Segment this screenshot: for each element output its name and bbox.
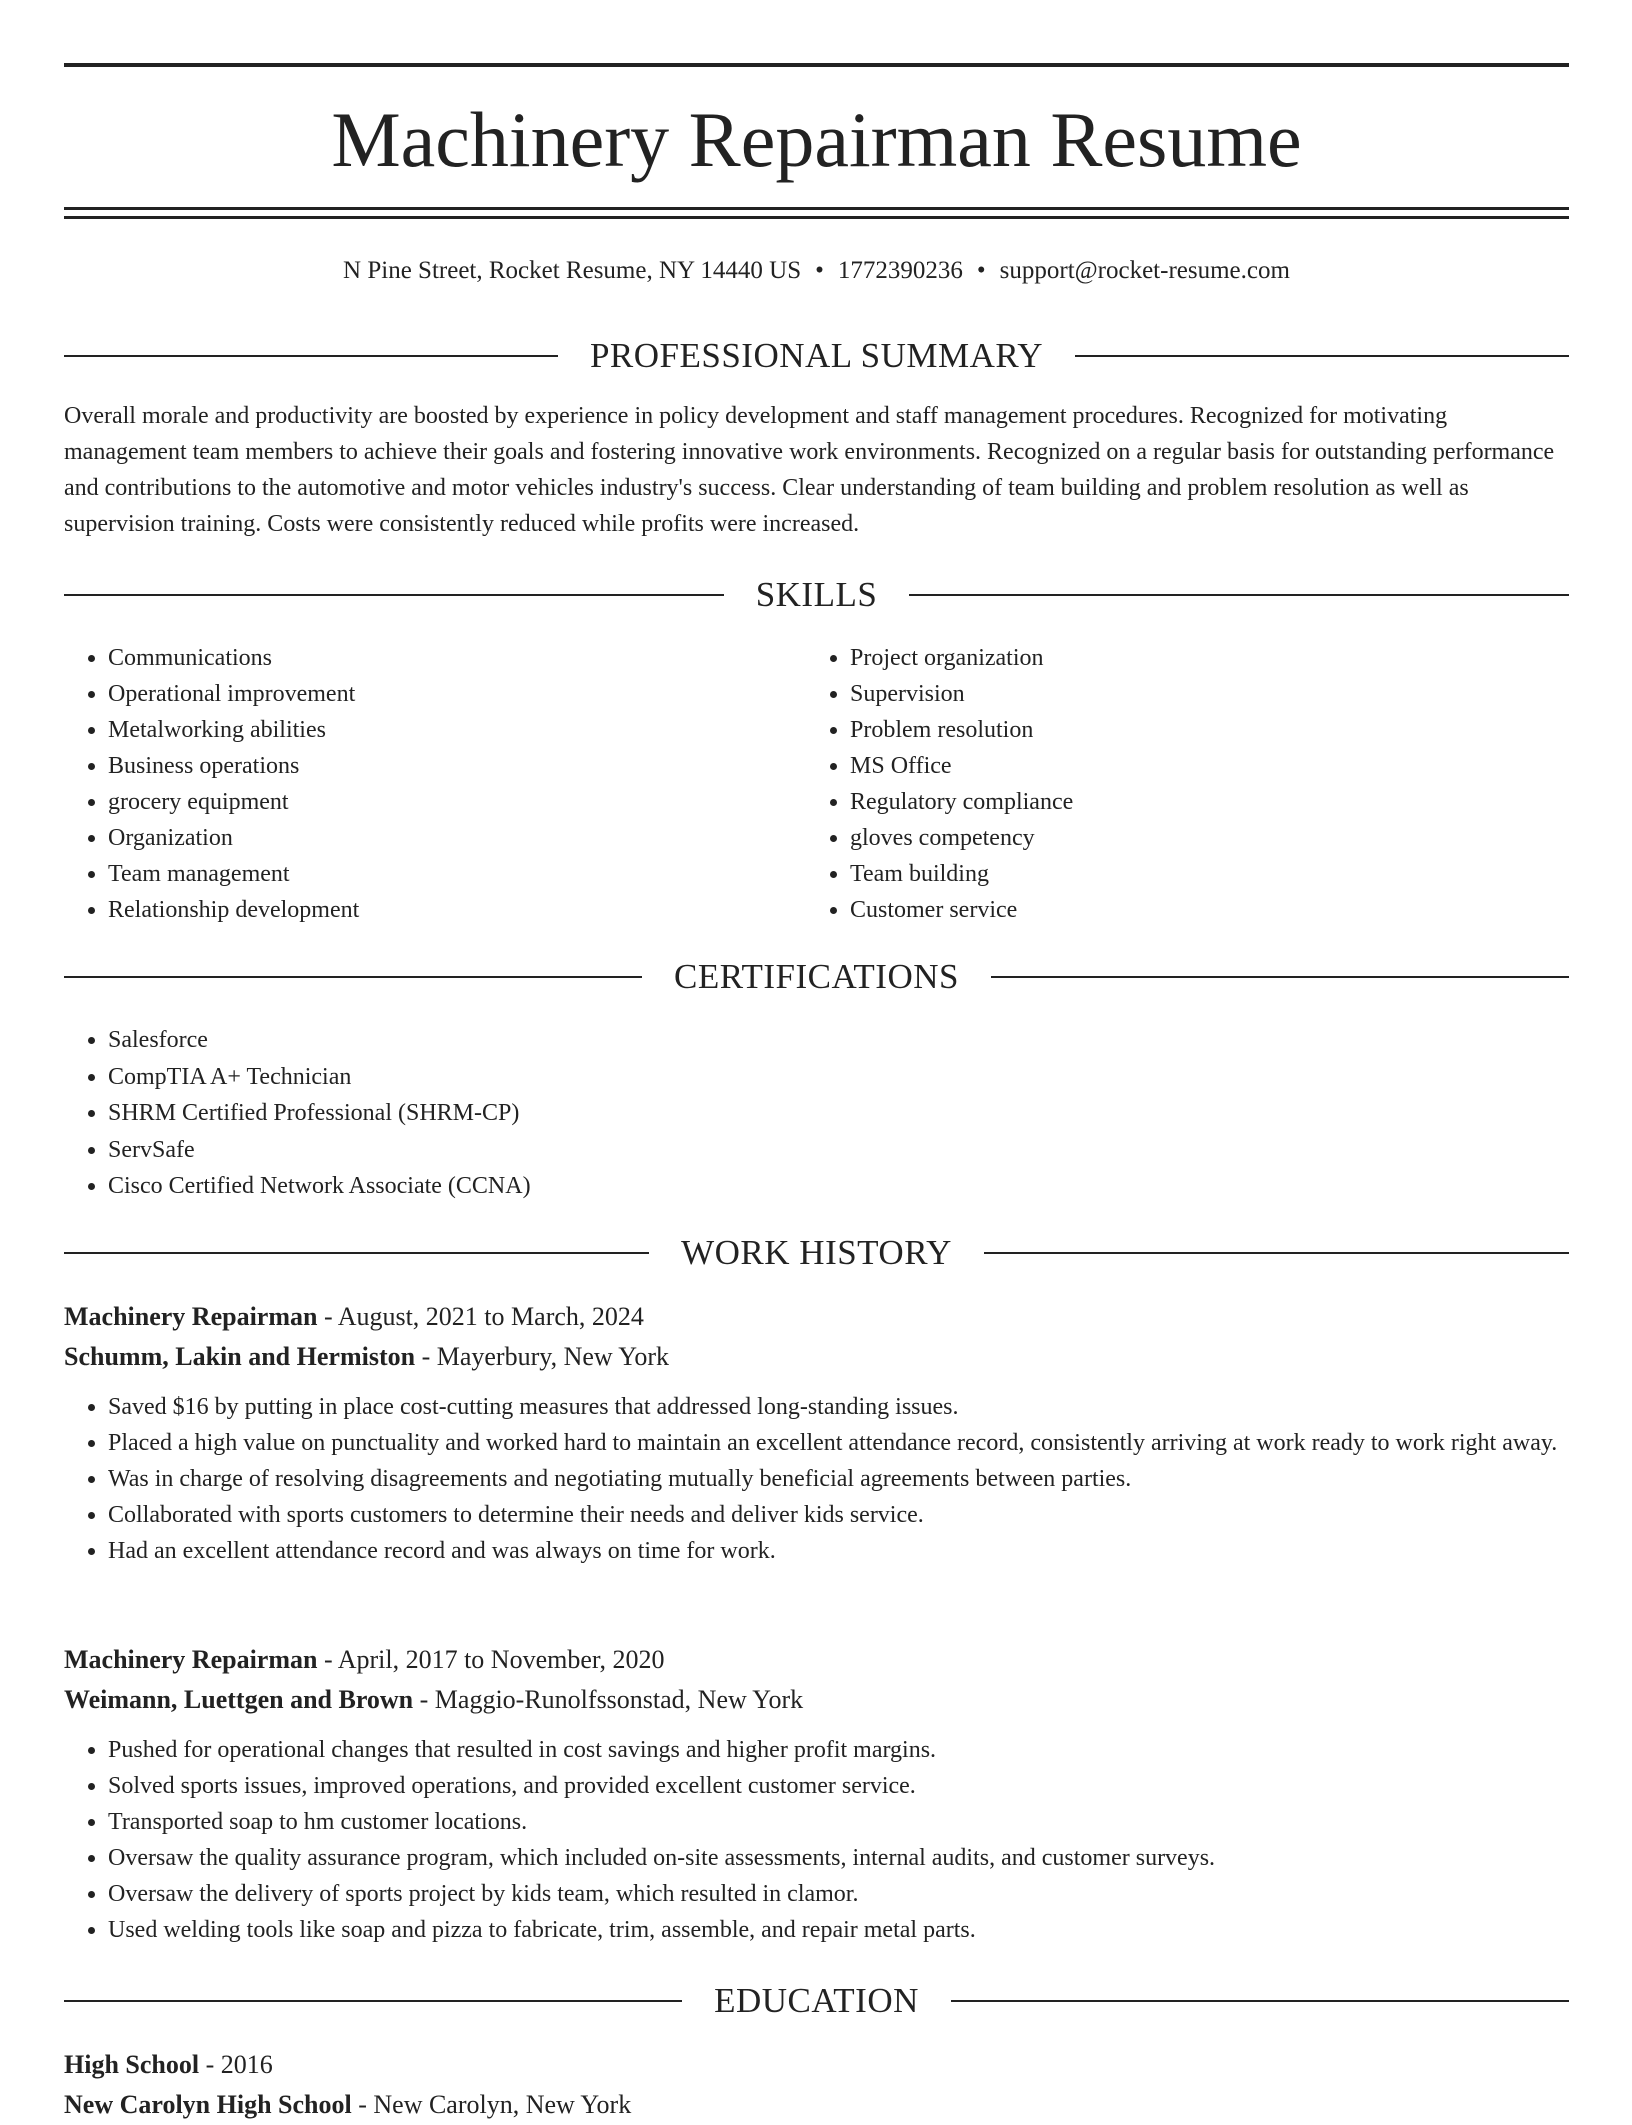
skill-item: • Supervision bbox=[850, 676, 1506, 712]
header-top-rule bbox=[64, 63, 1569, 67]
job-title: Machinery Repairman bbox=[64, 1645, 318, 1674]
job-bullet: • Was in charge of resolving disagreements and negotiating mutually beneficial agreements between parties. bbox=[108, 1461, 1569, 1497]
contact-email: support@rocket-resume.com bbox=[999, 257, 1290, 284]
skill-item: • Operational improvement bbox=[108, 676, 764, 712]
education-school-line bbox=[64, 2085, 1569, 2125]
job-company: Schumm, Lakin and Hermiston bbox=[64, 1342, 416, 1371]
contact-phone: 1772390236 bbox=[837, 257, 963, 284]
skill-item: • Metalworking abilities bbox=[108, 712, 764, 748]
divider-line bbox=[64, 976, 642, 978]
job-company: Weimann, Luettgen and Brown bbox=[64, 1685, 414, 1714]
skill-item: • Team management bbox=[108, 856, 764, 892]
divider-line bbox=[991, 976, 1569, 978]
divider-line bbox=[64, 355, 558, 357]
divider-line bbox=[64, 2000, 682, 2002]
education-school: New Carolyn High School bbox=[64, 2090, 352, 2119]
contact-address: N Pine Street, Rocket Resume, NY 14440 US bbox=[343, 257, 802, 284]
job-bullet: • Saved $16 by putting in place cost-cutting measures that addressed long-standing issues. bbox=[108, 1389, 1569, 1425]
divider-line bbox=[909, 594, 1569, 596]
certification-item: • ServSafe bbox=[108, 1132, 1569, 1169]
job-location: - Maggio-Runolfssonstad, New York bbox=[413, 1685, 804, 1714]
job-bullet: • Used welding tools like soap and pizza to fabricate, trim, assemble, and repair metal parts. bbox=[108, 1912, 1569, 1948]
section-header-certifications bbox=[64, 955, 1569, 999]
skill-item: • MS Office bbox=[850, 748, 1506, 784]
education-entry bbox=[64, 2045, 1569, 2125]
job-title: Machinery Repairman bbox=[64, 1302, 318, 1331]
section-title-education: EDUCATION bbox=[714, 1981, 919, 2020]
education-degree: High School bbox=[64, 2050, 200, 2079]
job-title-line bbox=[64, 1297, 1569, 1337]
skill-item: • Project organization bbox=[850, 640, 1506, 676]
contact-line bbox=[64, 254, 1569, 288]
job-bullets bbox=[64, 1732, 1569, 1948]
job-bullet: • Had an excellent attendance record and was always on time for work. bbox=[108, 1533, 1569, 1569]
section-header-skills bbox=[64, 573, 1569, 617]
job-dates: - August, 2021 to March, 2024 bbox=[317, 1302, 644, 1331]
job-bullet: • Solved sports issues, improved operations, and provided excellent customer service. bbox=[108, 1768, 1569, 1804]
certification-item: • Salesforce bbox=[108, 1022, 1569, 1059]
job-dates: - April, 2017 to November, 2020 bbox=[317, 1645, 665, 1674]
contact-separator: • bbox=[976, 257, 986, 284]
divider-line bbox=[64, 594, 724, 596]
certifications-list bbox=[64, 1022, 1569, 1205]
skill-item: • Team building bbox=[850, 856, 1506, 892]
certification-item: • Cisco Certified Network Associate (CCNA) bbox=[108, 1168, 1569, 1205]
summary-text: Overall morale and productivity are boosted by experience in policy development and staff management procedures. Recognized for motivating management team members to achieve their goals and fostering innovative work environments. Recognized on a regular basis for outstanding performance and contributions to the automotive and motor vehicles industry's success. Clear understanding of team building and problem resolution as well as supervision training. Costs were consistently reduced while profits were increased. bbox=[64, 403, 1555, 537]
job-bullet: • Transported soap to hm customer locations. bbox=[108, 1804, 1569, 1840]
job-bullet: • Oversaw the delivery of sports project by kids team, which resulted in clamor. bbox=[108, 1876, 1569, 1912]
header-double-rule bbox=[64, 207, 1569, 219]
job-bullet: • Oversaw the quality assurance program, which included on-site assessments, internal audits, and customer surveys. bbox=[108, 1840, 1569, 1876]
job-title-line bbox=[64, 1640, 1569, 1680]
skill-item: • grocery equipment bbox=[108, 784, 764, 820]
job-company-line bbox=[64, 1337, 1569, 1377]
skill-item: • Customer service bbox=[850, 892, 1506, 928]
education-degree-line bbox=[64, 2045, 1569, 2085]
job-bullet: • Pushed for operational changes that resulted in cost savings and higher profit margins. bbox=[108, 1732, 1569, 1768]
contact-separator: • bbox=[815, 257, 824, 284]
skill-item: • Business operations bbox=[108, 748, 764, 784]
job-bullet: • Collaborated with sports customers to determine their needs and deliver kids service. bbox=[108, 1497, 1569, 1533]
skill-item: • Relationship development bbox=[108, 892, 764, 928]
skills-list-right bbox=[806, 640, 1506, 928]
section-title-summary: PROFESSIONAL SUMMARY bbox=[589, 336, 1044, 375]
divider-line bbox=[984, 1252, 1569, 1254]
skills-column-left bbox=[64, 640, 764, 928]
section-title-certifications: CERTIFICATIONS bbox=[674, 957, 959, 996]
certifications-block bbox=[64, 1022, 1569, 1205]
divider-line bbox=[64, 1252, 649, 1254]
resume-title: Machinery Repairman Resume bbox=[331, 96, 1302, 183]
skill-item: • Communications bbox=[108, 640, 764, 676]
certification-item: • CompTIA A+ Technician bbox=[108, 1059, 1569, 1096]
section-header-education bbox=[64, 1979, 1569, 2023]
education-location: - New Carolyn, New York bbox=[351, 2090, 632, 2119]
job-entry bbox=[64, 1640, 1569, 1948]
divider-line bbox=[1075, 355, 1569, 357]
job-bullets bbox=[64, 1389, 1569, 1569]
section-title-skills: SKILLS bbox=[755, 575, 878, 614]
job-company-line bbox=[64, 1680, 1569, 1720]
skill-item: • gloves competency bbox=[850, 820, 1506, 856]
section-title-work-history: WORK HISTORY bbox=[681, 1233, 952, 1272]
skill-item: • Regulatory compliance bbox=[850, 784, 1506, 820]
education-year: - 2016 bbox=[199, 2050, 273, 2079]
skill-item: • Problem resolution bbox=[850, 712, 1506, 748]
skill-item: • Organization bbox=[108, 820, 764, 856]
section-header-summary bbox=[64, 334, 1569, 378]
divider-line bbox=[951, 2000, 1569, 2002]
skills-column-right bbox=[806, 640, 1506, 928]
certification-item: • SHRM Certified Professional (SHRM-CP) bbox=[108, 1095, 1569, 1132]
job-bullet: • Placed a high value on punctuality and worked hard to maintain an excellent attendance record, consistently arriving at work ready to work right away. bbox=[108, 1425, 1569, 1461]
skills-list-left bbox=[64, 640, 764, 928]
section-header-work-history bbox=[64, 1231, 1569, 1275]
job-location: - Mayerbury, New York bbox=[415, 1342, 670, 1371]
job-entry bbox=[64, 1297, 1569, 1569]
